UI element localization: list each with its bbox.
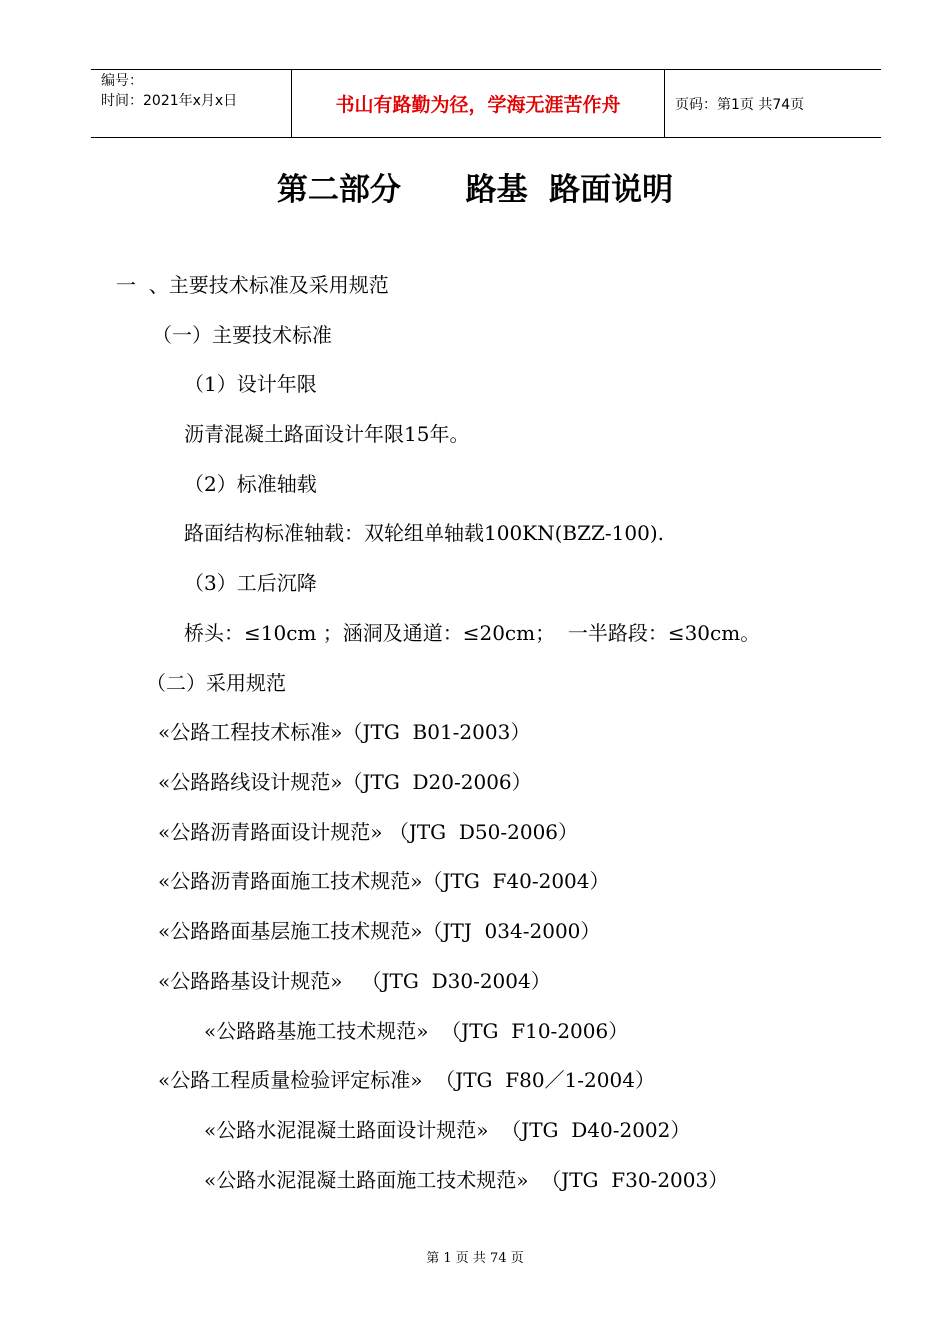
number-label: 编号：	[101, 73, 143, 89]
paragraph: 沥青混凝土路面设计年限15年。	[184, 422, 470, 446]
motto: 书山有路勤为径，学海无涯苦作舟	[292, 70, 665, 137]
subsection-heading: （一）主要技术标准	[152, 323, 332, 347]
standard-list-item: «公路路基设计规范» （JTG D30-2004）	[158, 969, 551, 993]
subsection-heading: （二）采用规范	[146, 671, 286, 695]
standard-list-item: «公路沥青路面施工技术规范»（JTG F40-2004）	[158, 869, 610, 893]
page-header	[91, 69, 881, 138]
standard-list-item: «公路水泥混凝土路面设计规范» （JTG D40-2002）	[204, 1118, 691, 1142]
page-info: 页码：第1页 共74页	[675, 96, 805, 113]
time-label: 时间：2021年x月x日	[101, 93, 238, 109]
page-footer: 第 1 页 共 74 页	[426, 1251, 524, 1266]
section-heading: 一 、主要技术标准及采用规范	[116, 273, 389, 297]
item-heading: （3）工后沉降	[184, 571, 317, 595]
header-left-cell	[91, 70, 292, 137]
standard-list-item: «公路工程质量检验评定标准» （JTG F80／1-2004）	[158, 1068, 655, 1092]
item-heading: （1）设计年限	[184, 372, 317, 396]
item-heading: （2）标准轴载	[184, 472, 317, 496]
document-title: 第二部分 路基 路面说明	[276, 172, 674, 208]
standard-list-item: «公路路基施工技术规范» （JTG F10-2006）	[204, 1019, 629, 1043]
paragraph: 桥头：≤10cm ；涵洞及通道：≤20cm； 一半路段：≤30cm。	[184, 621, 761, 645]
standard-list-item: «公路沥青路面设计规范» （JTG D50-2006）	[158, 820, 579, 844]
standard-list-item: «公路路面基层施工技术规范»（JTJ 034-2000）	[158, 919, 601, 943]
standard-list-item: «公路水泥混凝土路面施工技术规范» （JTG F30-2003）	[204, 1168, 729, 1192]
standard-list-item: «公路工程技术标准»（JTG B01-2003）	[158, 720, 531, 744]
standard-list-item: «公路路线设计规范»（JTG D20-2006）	[158, 770, 532, 794]
paragraph: 路面结构标准轴载：双轮组单轴载100KN(BZZ-100).	[184, 521, 664, 545]
